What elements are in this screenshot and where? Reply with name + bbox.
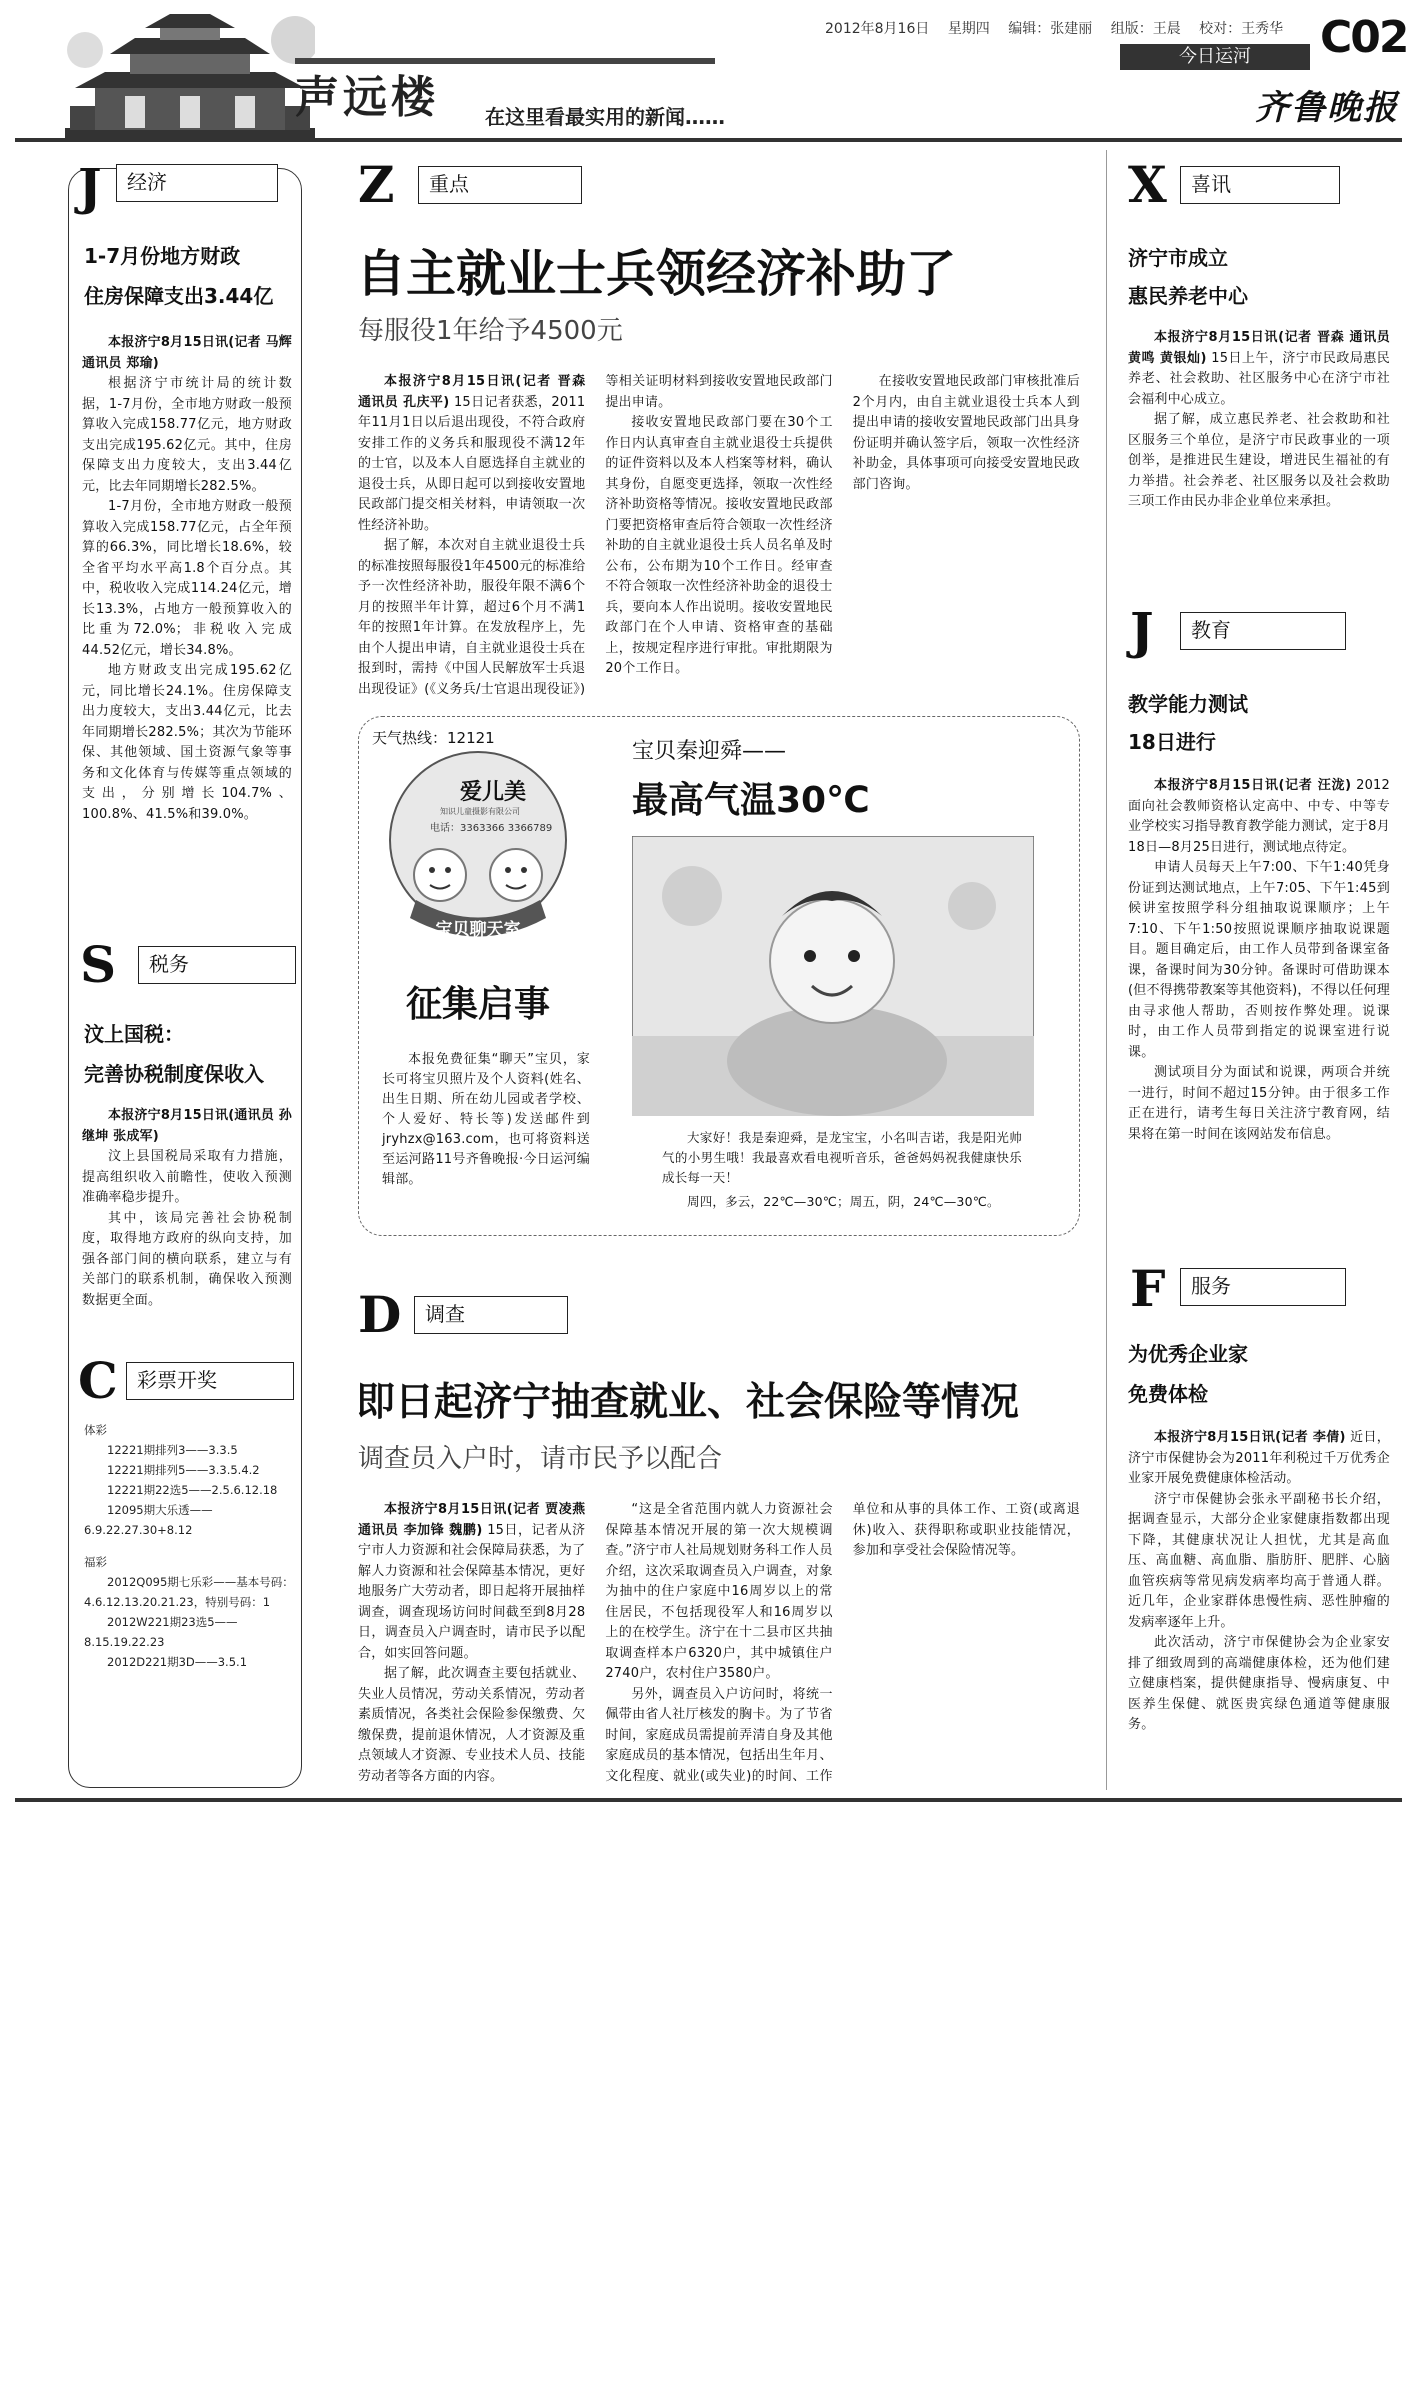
lottery-result: 2012D221期3D——3.5.1 xyxy=(107,1655,248,1669)
section-letter-service: F xyxy=(1130,1259,1166,1318)
notice-body-wrap xyxy=(382,1050,590,1190)
editor-credit: 编辑：张建丽 xyxy=(1008,21,1093,37)
focus-headline: 自主就业士兵领经济补助了 xyxy=(356,245,956,303)
tower-illustration xyxy=(65,10,315,138)
tax-headline-2: 完善协税制度保收入 xyxy=(84,1062,264,1086)
lottery-result: 12221期排列3——3.3.5 xyxy=(107,1443,238,1457)
weather-hotline: 天气热线：12121 xyxy=(372,729,495,747)
section-label-service: 服务 xyxy=(1180,1268,1346,1306)
section-letter-survey: D xyxy=(358,1285,402,1344)
section-label-education: 教育 xyxy=(1180,612,1346,650)
section-label-news: 喜讯 xyxy=(1180,166,1340,204)
economy-paragraph: 1-7月份，全市地方财政一般预算收入完成158.77亿元，占全年预算的66.3%，同比增长18.6%，较全省平均水平高1.8个百分点。其中，税收收入完成114.24亿元，增长13.3%，占地方一般预算收入的比重为72.0%；非税收入完成44.52亿元，增长34.8%。 xyxy=(82,499,292,658)
section-label-focus: 重点 xyxy=(418,166,582,204)
economy-article xyxy=(82,333,292,825)
tax-dateline: 本报济宁8月15日讯(通讯员 孙继坤 张成军) xyxy=(82,1108,292,1144)
news-paragraph: 15日上午，济宁市民政局惠民养老、社会救助、社区服务中心在济宁市社会福利中心成立。 xyxy=(1128,350,1390,407)
tax-article xyxy=(82,1106,292,1311)
lottery-result: 12221期排列5——3.3.5.4.2 xyxy=(107,1463,260,1477)
service-headline-2: 免费体检 xyxy=(1128,1382,1208,1406)
newspaper-name: 齐鲁晚报 xyxy=(1255,88,1399,128)
lottery-result: 2012Q095期七乐彩——基本号码：4.6.12.13.20.21.23，特别号码：1 xyxy=(84,1575,294,1609)
focus-dateline: 本报济宁8月15日讯(记者 晋森 通讯员 孔庆平) xyxy=(358,374,586,410)
section-letter-lottery: C xyxy=(78,1351,118,1410)
lottery-welfare-label: 福彩 xyxy=(84,1555,107,1569)
focus-article xyxy=(358,372,1080,700)
news-headline-2: 惠民养老中心 xyxy=(1128,284,1248,308)
logo-phone: 电话：3363366 3366789 xyxy=(430,823,553,834)
weather-headline: 最高气温30℃ xyxy=(632,780,870,821)
survey-article xyxy=(358,1500,1080,1790)
weather-kicker: 宝贝秦迎舜—— xyxy=(632,739,787,764)
lottery-sports-label: 体彩 xyxy=(84,1423,107,1437)
lottery-result: 12095期大乐透——6.9.22.27.30+8.12 xyxy=(84,1503,213,1537)
focus-subheadline: 每服役1年给予4500元 xyxy=(358,316,623,346)
service-article xyxy=(1128,1428,1390,1736)
section-letter-education: J xyxy=(1130,601,1154,660)
service-paragraph: 近日，济宁市保健协会为2011年利税过千万优秀企业家开展免费健康体检活动。 xyxy=(1128,1430,1390,1486)
proofreader-credit: 校对：王秀华 xyxy=(1199,21,1284,37)
education-paragraph: 申请人员每天上午7:00、下午1:40凭身份证到达测试地点，上午7:05、下午1:45到候讲室按照学科分组抽取说课顺序；上午7:10、下午1:50按照说课顺序抽取说课题目。题目确定后，由工作人员带到备课室备课，备课时间为30分钟。备课时可借助课本(但不得携带教案等其他资料)，不得以任何理由寻求他人帮助，否则按作弊处理。说课时，由工作人员带到指定的说课室进行说课。 xyxy=(1128,860,1390,1060)
baby-quote: 大家好！我是秦迎舜，是龙宝宝，小名叫吉诺，我是阳光帅气的小男生哦！我最喜欢看电视听音乐，爸爸妈妈祝我健康快乐成长每一天！ xyxy=(662,1130,1022,1185)
survey-paragraph: 15日，记者从济宁市人力资源和社会保障局获悉，为了解人力资源和社会保障基本情况，更好地服务广大劳动者，即日起将开展抽样调查，调查现场访问时间截至到8月28日，调查员入户调查时，请市民予以配合，如实回答问题。 xyxy=(358,1522,586,1661)
service-headline-1: 为优秀企业家 xyxy=(1128,1342,1248,1366)
focus-paragraph: 在接收安置地民政部门审核批准后2个月内，由自主就业退役士兵本人到提出申请的接收安置地民政部门出具身份证明并确认签字后，领取一次性经济补助金，具体事项可向接受安置地民政部门咨询。 xyxy=(852,374,1080,492)
news-dateline: 本报济宁8月15日讯(记者 晋森 通讯员 黄鸣 黄银灿) xyxy=(1128,330,1390,366)
lottery-result: 12221期22选5——2.5.6.12.18 xyxy=(107,1483,278,1497)
weather-forecast: 周四，多云，22℃—30℃；周五，阴，24℃—30℃。 xyxy=(687,1194,1000,1209)
masthead-rule xyxy=(295,58,715,64)
section-letter-economy: J xyxy=(78,157,102,216)
issue-date: 2012年8月16日 xyxy=(825,21,930,37)
column-name: 声远楼 xyxy=(295,72,439,123)
economy-headline-2: 住房保障支出3.44亿 xyxy=(84,284,274,308)
baby-photo xyxy=(632,836,1034,1116)
issue-weekday: 星期四 xyxy=(947,21,990,37)
survey-paragraph: “这是全省范围内就人力资源社会保障基本情况开展的第一次大规模调查。”济宁市人社局规划财务科工作人员介绍，这次采取调查员入户调查，对象为抽中的住户家庭中16周岁以上的常住居民，不包括现役军人和16周岁以上的在校学生。济宁在十二县市区共抽取调查样本户6320户，其中城镇住户2740户，农村住户3580户。 xyxy=(605,1502,833,1681)
education-dateline: 本报济宁8月15日讯(记者 汪泷) xyxy=(1154,778,1352,793)
page-code: C02 xyxy=(1320,12,1408,63)
service-paragraph: 济宁市保健协会张永平副秘书长介绍，据调查显示，大部分企业家健康指数都出现下降，其健康状况让人担忧，尤其是高血压、高血糖、高血脂、脂肪肝、肥胖、心脑血管疾病等常见病发病率均高于普通人群。近几年，企业家群体患慢性病、恶性肿瘤的发病率逐年上升。 xyxy=(1128,1491,1390,1630)
notice-title: 征集启事 xyxy=(406,984,551,1025)
survey-paragraph: 另外，调查员入户访问时，将统一佩带由省人社厅核发的胸卡。为了节省时间，家庭成员需提前弄清自身及其他家庭成员的基本情况，包括出生年月、文化程度、就业(或失业)的时间、工作单位和从事的具体工作、工资(或离退休)收入、获得职称或职业技能情况，参加和享受社会保险情况等。 xyxy=(605,1502,1080,1784)
logo-banner: 宝贝聊天室 xyxy=(435,920,521,940)
lottery-result: 2012W221期23选5——8.15.19.22.23 xyxy=(84,1615,238,1649)
service-dateline: 本报济宁8月15日讯(记者 李倩) xyxy=(1154,1430,1346,1445)
survey-paragraph: 据了解，此次调查主要包括就业、失业人员情况，劳动关系情况，劳动者素质情况，各类社会保险参保缴费、欠缴保费，提前退休情况，人才资源及重点领域人才资源、专业技术人员、技能劳动者等各方面的内容。 xyxy=(358,1666,586,1784)
logo-brand-name: 爱儿美 xyxy=(460,780,527,805)
baby-quote-wrap xyxy=(662,1128,1022,1212)
news-paragraph: 据了解，成立惠民养老、社会救助和社区服务三个单位，是济宁市民政事业的一项创举，是推进民生建设，增进民生福祉的有力举措。社会养老、社区服务以及社会救助三项工作由民办非企业单位来承担。 xyxy=(1128,412,1390,509)
section-letter-news: X xyxy=(1128,155,1167,214)
service-paragraph: 此次活动，济宁市保健协会为企业家安排了细致周到的高端健康体检，还为他们建立健康档案，提供健康指导、慢病康复、中医养生保健、就医贵宾绿色通道等健康服务。 xyxy=(1128,1635,1390,1732)
news-article xyxy=(1128,328,1390,513)
survey-subheadline: 调查员入户时，请市民予以配合 xyxy=(358,1444,723,1474)
right-column-divider xyxy=(1106,150,1107,1790)
education-headline-2: 18日进行 xyxy=(1128,730,1216,754)
survey-dateline: 本报济宁8月15日讯(记者 贾凌燕 通讯员 李加锋 魏鹏) xyxy=(358,1502,586,1538)
notice-body: 本报免费征集“聊天”宝贝，家长可将宝贝照片及个人资料(姓名、出生日期、所在幼儿园或者学校、个人爱好、特长等)发送邮件到jryhzx@163.com，也可将资料送至运河路11号齐鲁晚报·今日运河编辑部。 xyxy=(382,1052,590,1187)
education-paragraph: 测试项目分为面试和说课，两项合并统一进行，时间不超过15分钟。由于很多工作正在进行，请考生每日关注济宁教育网，结果将在第一时间在该网站发布信息。 xyxy=(1128,1065,1390,1142)
logo-brand-sub: 知识儿童摄影有限公司 xyxy=(440,807,520,816)
section-label-economy: 经济 xyxy=(116,164,278,202)
section-tag: 今日运河 xyxy=(1120,44,1310,70)
focus-paragraph: 15日记者获悉，2011年11月1日以后退出现役，不符合政府安排工作的义务兵和服现役不满12年的士官，以及本人自愿选择自主就业的退役士兵，从即日起可以到接收安置地民政部门提交相关材料，申请领取一次性经济补助。 xyxy=(358,394,586,533)
education-article xyxy=(1128,776,1390,1145)
economy-paragraph: 地方财政支出完成195.62亿元，同比增长24.1%。住房保障支出力度较大，支出3.44亿元，比去年同期增长282.5%；其次为节能环保、其他领域、国土资源气象等事务和文化体育与传媒等重点领域的支出，分别增长104.7%、100.8%、41.5%和39.0%。 xyxy=(82,663,292,822)
economy-dateline: 本报济宁8月15日讯(记者 马辉 通讯员 郑瑜) xyxy=(82,335,292,371)
section-label-lottery: 彩票开奖 xyxy=(126,1362,294,1400)
economy-paragraph: 根据济宁市统计局的统计数据，1-7月份，全市地方财政一般预算收入完成158.77亿元，地方财政支出完成195.62亿元。其中，住房保障支出力度较大，支出3.44亿元，比去年同期增长282.5%。 xyxy=(82,376,292,494)
header-rule xyxy=(15,138,1402,142)
tax-headline-1: 汶上国税： xyxy=(84,1022,184,1046)
composer-credit: 组版：王晨 xyxy=(1110,21,1181,37)
section-letter-focus: Z xyxy=(358,155,395,214)
news-headline-1: 济宁市成立 xyxy=(1128,246,1228,270)
focus-paragraph: 接收安置地民政部门要在30个工作日内认真审查自主就业退役士兵提供的证件资料以及本人档案等材料，确认其身份，自愿变更选择，领取一次性经济补助资格等情况。接收安置地民政部门要把资格审查后符合领取一次性经济补助的自主就业退役士兵人员名单及时公布，公布期为10个工作日。经审查不符合领取一次性经济补助金的退役士兵，要向本人作出说明。接收安置地民政部门在个人申请、资格审查的基础上，按规定程序进行审批。审批期限为20个工作日。 xyxy=(605,415,833,676)
header-meta xyxy=(825,20,1283,38)
tax-paragraph: 其中，该局完善社会协税制度，取得地方政府的纵向支持，加强各部门间的横向联系，建立与有关部门的联系机制，确保收入预测数据更全面。 xyxy=(82,1210,292,1308)
focus-paragraph: 据了解，本次对自主就业退役士兵的标准按照每服役1年4500元的标准给予一次性经济补助，服役年限不满6个月的按照半年计算，超过6个月不满1年的按照1年计算。在发放程序上，先由个人提出申请，自主就业退役士兵在报到时，需持《中国人民解放军士兵退出现役证》(《义务兵/士官退出现役证》)等相关证明材料到接收安置地民政部门提出申请。 xyxy=(358,374,833,697)
survey-headline: 即日起济宁抽查就业、社会保险等情况 xyxy=(356,1380,1020,1425)
economy-headline-1: 1-7月份地方财政 xyxy=(84,244,241,268)
education-paragraph: 2012面向社会教师资格认定高中、中专、中等专业学校实习指导教育教学能力测试，定于8月18日—8月25日进行，测试地点待定。 xyxy=(1128,778,1390,855)
masthead xyxy=(15,10,1408,140)
lottery-results xyxy=(84,1420,294,1672)
section-label-survey: 调查 xyxy=(414,1296,568,1334)
education-headline-1: 教学能力测试 xyxy=(1128,692,1248,716)
section-letter-tax: S xyxy=(80,935,117,994)
column-slogan: 在这里看最实用的新闻…… xyxy=(485,105,725,129)
section-label-tax: 税务 xyxy=(138,946,296,984)
tax-paragraph: 汶上县国税局采取有力措施，提高组织收入前瞻性，使收入预测准确率稳步提升。 xyxy=(82,1149,292,1205)
footer-rule xyxy=(15,1798,1402,1802)
